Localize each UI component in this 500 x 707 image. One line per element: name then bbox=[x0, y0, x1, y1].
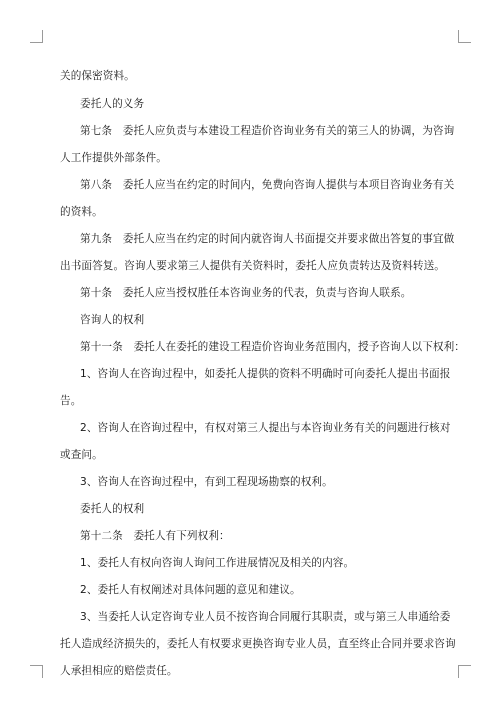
section-heading: 咨询人的权利 bbox=[80, 314, 145, 326]
article-7-line: 人工作提供外部条件。 bbox=[60, 152, 167, 164]
section-heading: 委托人的权利 bbox=[80, 503, 145, 515]
list-item-line: 人承担相应的赔偿责任。 bbox=[60, 665, 178, 677]
article-8-line: 的资料。 bbox=[60, 206, 103, 218]
article-9-line: 第九条 委托人应当在约定的时间内就咨询人书面提交并要求做出答复的事宜做 bbox=[80, 233, 455, 245]
page-corner-mark bbox=[458, 665, 471, 678]
page-corner-mark bbox=[30, 30, 43, 43]
list-item-line: 1、委托人有权向咨询人询问工作进展情况及相关的内容。 bbox=[80, 557, 355, 569]
article-9-line: 出书面答复。咨询人要求第三人提供有关资料时，委托人应负责转达及资料转送。 bbox=[60, 260, 445, 272]
list-item-line: 托人造成经济损失的，委托人有权要求更换咨询专业人员，直至终止合同并要求咨询 bbox=[60, 638, 456, 650]
list-item-line: 2、委托人有权阐述对具体问题的意见和建议。 bbox=[80, 584, 301, 596]
list-item-line: 告。 bbox=[60, 395, 82, 407]
page-corner-mark bbox=[30, 665, 43, 678]
text-line: 关的保密资料。 bbox=[60, 70, 135, 82]
list-item-line: 3、咨询人在咨询过程中，有到工程现场勘察的权利。 bbox=[80, 476, 333, 488]
list-item-line: 3、当委托人认定咨询专业人员不按咨询合同履行其职责，或与第三人串通给委 bbox=[80, 611, 451, 623]
article-7-line: 第七条 委托人应负责与本建设工程造价咨询业务有关的第三人的协调，为咨询 bbox=[80, 125, 455, 137]
article-8-line: 第八条 委托人应当在约定的时间内，免费向咨询人提供与本项目咨询业务有关 bbox=[80, 179, 455, 191]
list-item-line: 2、咨询人在咨询过程中，有权对第三人提出与本咨询业务有关的问题进行核对 bbox=[80, 422, 451, 434]
article-12-line: 第十二条 委托人有下列权利： bbox=[80, 530, 230, 542]
article-10-line: 第十条 委托人应当授权胜任本咨询业务的代表，负责与咨询人联系。 bbox=[80, 287, 412, 299]
article-11-line: 第十一条 委托人在委托的建设工程造价咨询业务范围内，授予咨询人以下权利： bbox=[80, 341, 465, 353]
page-corner-mark bbox=[458, 30, 471, 43]
list-item-line: 或查问。 bbox=[60, 449, 103, 461]
section-heading: 委托人的义务 bbox=[80, 98, 145, 110]
list-item-line: 1、咨询人在咨询过程中，如委托人提供的资料不明确时可向委托人提出书面报 bbox=[80, 368, 451, 380]
